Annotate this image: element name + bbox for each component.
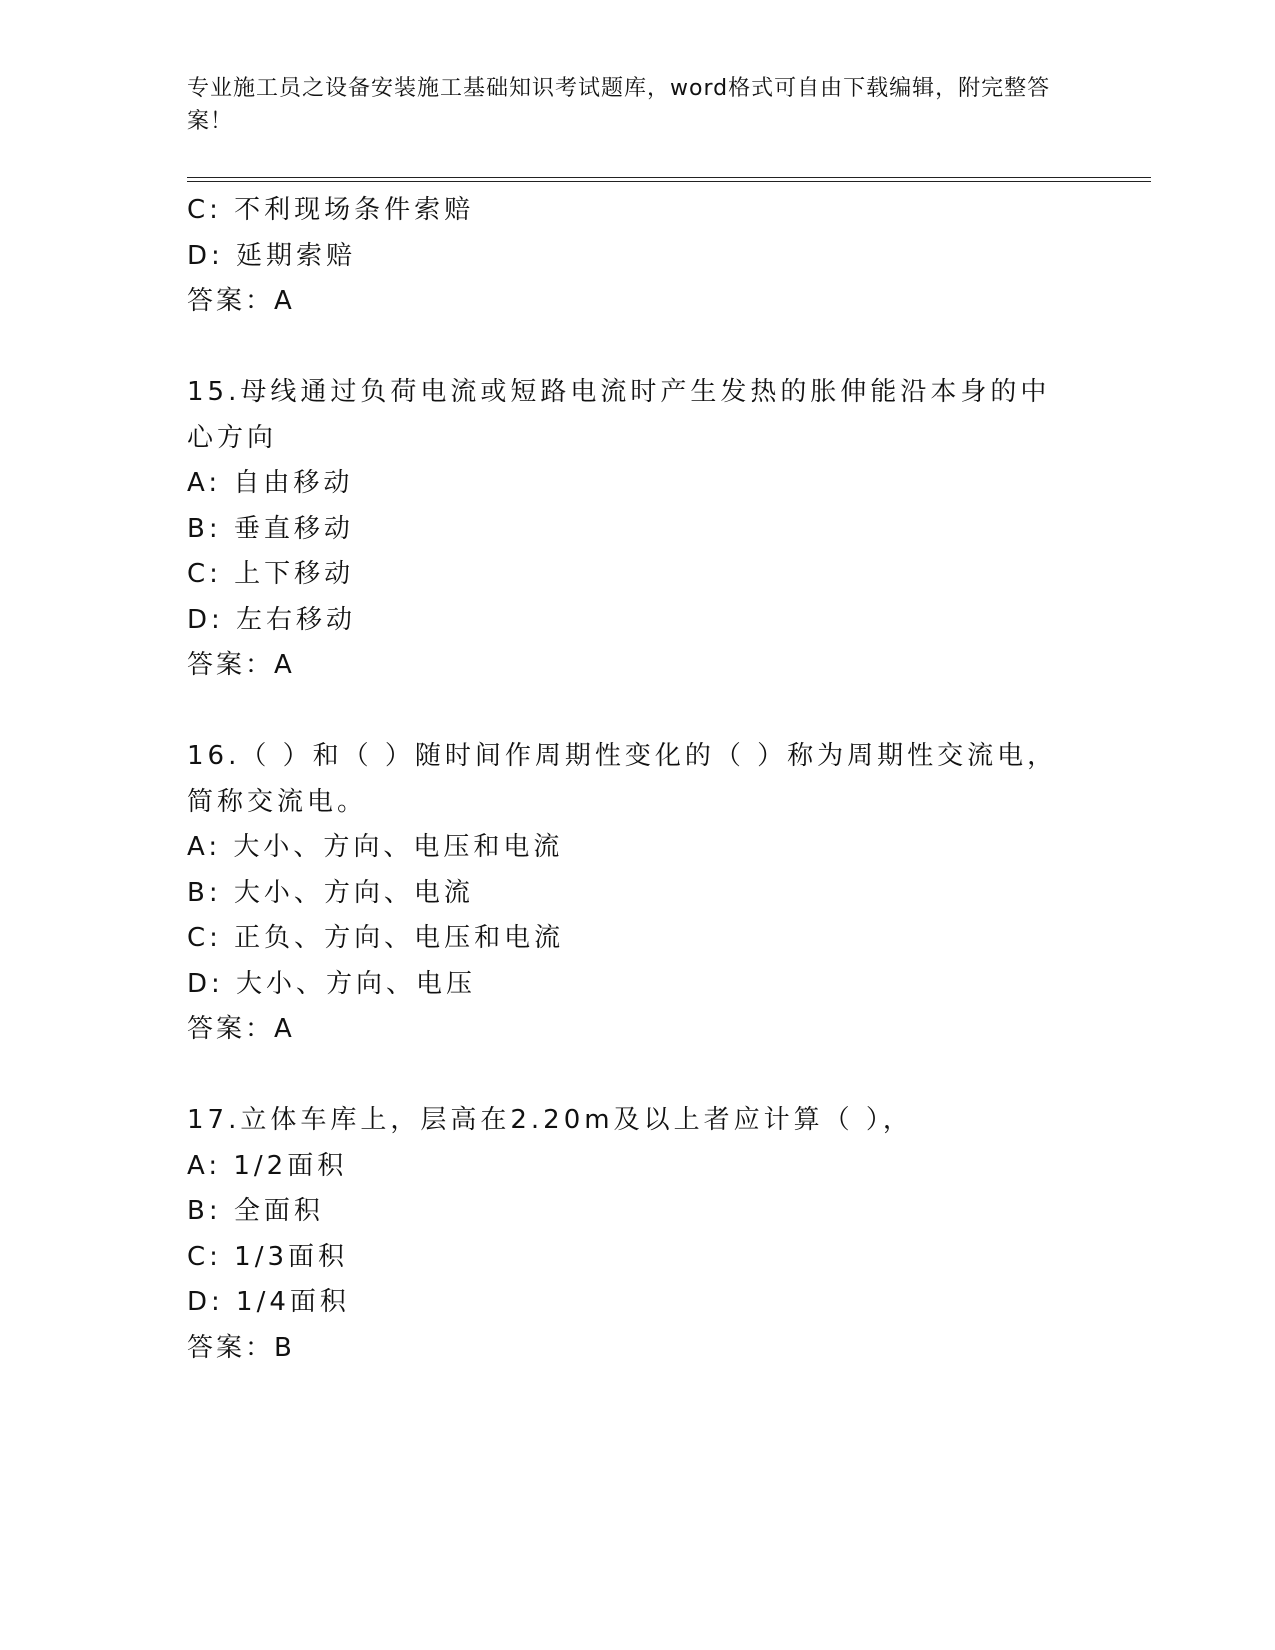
question-17-option-c: C: 1/3面积 bbox=[187, 1241, 349, 1272]
question-17-option-d: D: 1/4面积 bbox=[187, 1287, 350, 1317]
answer-line: 答案：A bbox=[187, 286, 295, 316]
question-gap bbox=[187, 689, 1087, 735]
question-17-text: 17.立体车库上，层高在2.20m及以上者应计算（ ）， bbox=[187, 1105, 913, 1135]
question-16-text: 16.（ ）和（ ）随时间作周期性变化的（ ）称为周期性交流电，简称交流电。 bbox=[187, 741, 1058, 817]
question-17-option-b: B: 全面积 bbox=[187, 1196, 324, 1226]
question-16-answer: 答案：A bbox=[187, 1014, 295, 1044]
question-17-answer: 答案：B bbox=[187, 1332, 295, 1363]
question-gap bbox=[187, 1053, 1087, 1099]
question-15-option-d: D: 左右移动 bbox=[187, 604, 357, 635]
question-17-option-a: A: 1/2面积 bbox=[187, 1150, 348, 1181]
question-15-option-c: C: 上下移动 bbox=[187, 559, 355, 589]
question-15-option-b: B: 垂直移动 bbox=[187, 513, 354, 544]
question-16-option-b: B: 大小、方向、电流 bbox=[187, 877, 474, 908]
question-16-option-a: A: 大小、方向、电压和电流 bbox=[187, 832, 564, 862]
document-header: 专业施工员之设备安装施工基础知识考试题库，word格式可自由下载编辑，附完整答案！ bbox=[187, 76, 1051, 134]
option-c: C: 不利现场条件索赔 bbox=[187, 195, 475, 225]
option-d: D: 延期索赔 bbox=[187, 240, 357, 271]
document-body bbox=[187, 188, 1087, 1371]
header-divider bbox=[187, 177, 1151, 182]
question-15-answer: 答案：A bbox=[187, 650, 295, 680]
question-15-text: 15.母线通过负荷电流或短路电流时产生发热的胀伸能沿本身的中心方向 bbox=[187, 377, 1051, 453]
question-gap bbox=[187, 325, 1087, 371]
question-16-option-d: D: 大小、方向、电压 bbox=[187, 968, 477, 999]
question-16-option-c: C: 正负、方向、电压和电流 bbox=[187, 923, 565, 953]
question-15-option-a: A: 自由移动 bbox=[187, 468, 354, 498]
